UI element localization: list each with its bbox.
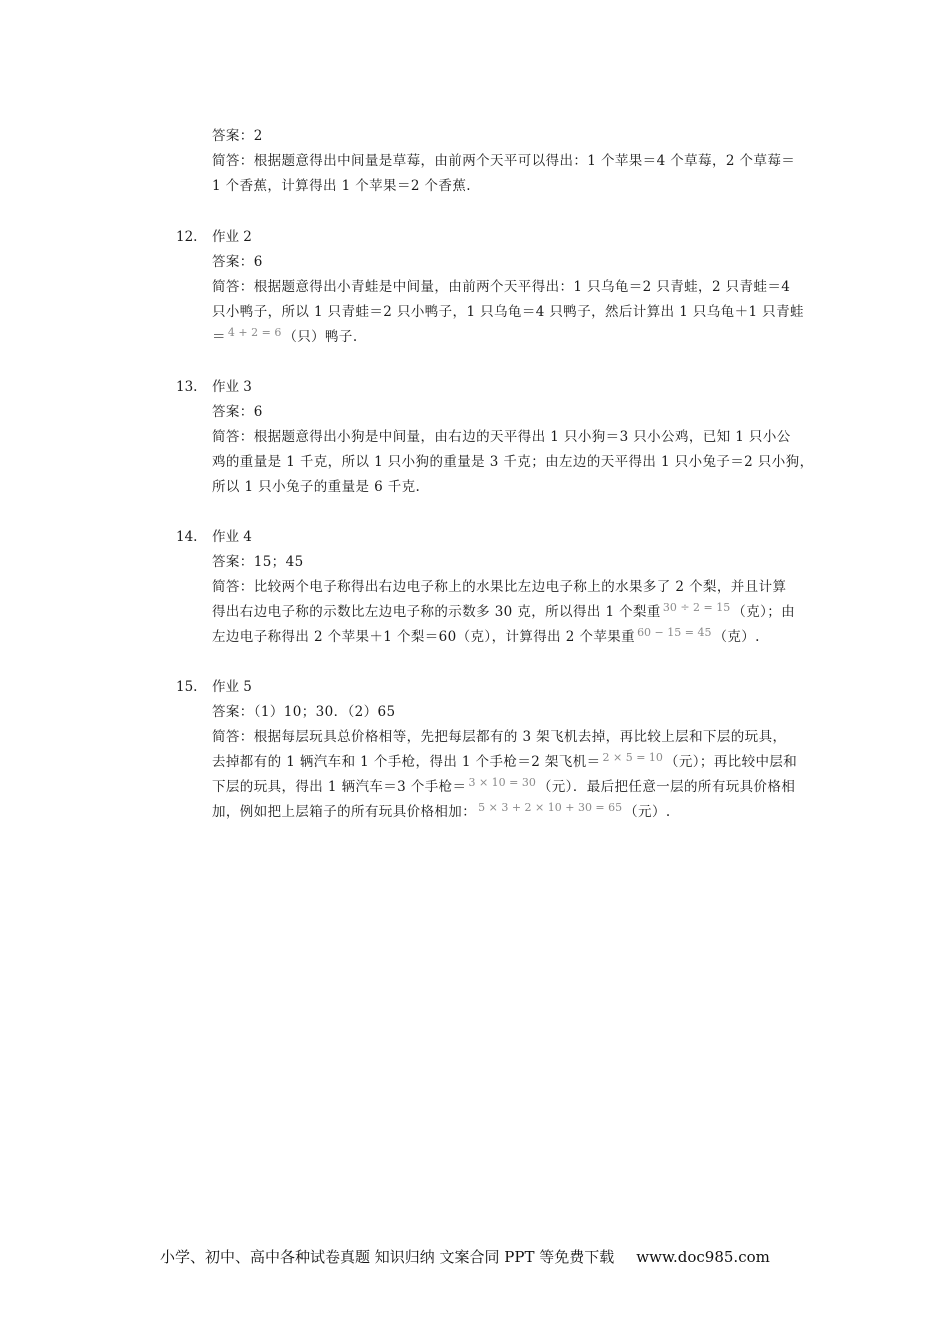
note-text: 所以 1 只小兔子的重量是 6 千克. <box>212 479 421 495</box>
inline-formula: 4 + 2 = 6 <box>227 326 282 339</box>
note-text: 简答：根据题意得出小青蛙是中间量，由前两个天平得出：1 只乌龟＝2 只青蛙，2 只青蛙＝4 <box>212 279 791 295</box>
note-line <box>212 753 797 772</box>
note-text: 简答：根据题意得出小狗是中间量，由右边的天平得出 1 只小狗＝3 只小公鸡，已知 1 只小公 <box>212 429 791 445</box>
note-text: 加，例如把上层箱子的所有玩具价格相加： <box>212 804 477 820</box>
note-text: 下层的玩具，得出 1 辆汽车＝3 个手枪＝ <box>212 779 467 795</box>
item-title: 作业 2 <box>212 229 252 245</box>
note-text: 只小鸭子，所以 1 只青蛙＝2 只小鸭子，1 只乌龟＝4 只鸭子，然后计算出 1 只乌龟＋1 只青蛙 <box>212 304 804 320</box>
note-line <box>212 453 813 471</box>
item-title: 作业 4 <box>212 529 252 545</box>
note-line <box>212 278 790 296</box>
note-text: （只）鸭子. <box>283 329 358 345</box>
footer-site-link[interactable]: www.doc985.com <box>636 1248 770 1266</box>
note-line: 简答：根据题意得出中间量是草莓，由前两个天平可以得出：1 个苹果＝4 个草莓，2 个草莓＝ <box>212 153 796 169</box>
note-text: （元）．最后把任意一层的所有玩具价格相 <box>537 779 796 795</box>
item-title: 作业 3 <box>212 379 252 395</box>
note-text: （元）. <box>624 804 671 820</box>
note-text: 简答：比较两个电子称得出右边电子称上的水果比左边电子称上的水果多了 2 个梨，并且计算 <box>212 579 787 595</box>
item-title: 作业 5 <box>212 679 252 695</box>
note-text: （克）. <box>713 629 760 645</box>
item-number: 12. <box>176 229 198 245</box>
item-number: 13. <box>176 379 198 395</box>
note-line <box>212 428 791 446</box>
item-number: 14. <box>176 529 198 545</box>
page-footer <box>160 1247 800 1267</box>
inline-formula: 30 ÷ 2 = 15 <box>662 601 731 614</box>
answer-line: 答案：6 <box>212 254 263 270</box>
item-number: 15. <box>176 679 198 695</box>
note-line <box>212 603 795 622</box>
note-text: ＝ <box>212 329 226 345</box>
note-line <box>212 303 804 321</box>
note-line <box>212 728 786 746</box>
note-line <box>212 628 760 647</box>
inline-formula: 5 × 3 + 2 × 10 + 30 = 65 <box>478 801 623 814</box>
inline-formula: 60 − 15 = 45 <box>637 626 712 639</box>
answer-line: 答案：2 <box>212 128 263 144</box>
note-line <box>212 478 420 496</box>
note-line <box>212 578 786 596</box>
inline-formula: 3 × 10 = 30 <box>468 776 536 789</box>
note-line: 1 个香蕉，计算得出 1 个苹果＝2 个香蕉. <box>212 178 471 194</box>
answer-line: 答案：6 <box>212 404 263 420</box>
note-line <box>212 803 671 822</box>
note-text: 鸡的重量是 1 千克，所以 1 只小狗的重量是 3 千克；由左边的天平得出 1 只小兔子＝2 只小狗， <box>212 454 814 470</box>
answer-line: 答案：15；45 <box>212 554 304 570</box>
note-line <box>212 328 358 347</box>
note-line <box>212 778 795 797</box>
note-text: （克）；由 <box>732 604 796 620</box>
note-text: （元）；再比较中层和 <box>664 754 798 770</box>
inline-formula: 2 × 5 = 10 <box>602 751 663 764</box>
note-text: 左边电子称得出 2 个苹果＋1 个梨＝60（克），计算得出 2 个苹果重 <box>212 629 636 645</box>
answer-line: 答案：（1）10；30．（2）65 <box>212 704 396 720</box>
note-text: 简答：根据每层玩具总价格相等，先把每层都有的 3 架飞机去掉，再比较上层和下层的玩具， <box>212 729 787 745</box>
footer-text: 小学、初中、高中各种试卷真题 知识归纳 文案合同 PPT 等免费下载 <box>160 1248 615 1266</box>
note-text: 去掉都有的 1 辆汽车和 1 个手枪，得出 1 个手枪＝2 架飞机＝ <box>212 754 601 770</box>
note-text: 得出右边电子称的示数比左边电子称的示数多 30 克，所以得出 1 个梨重 <box>212 604 661 620</box>
